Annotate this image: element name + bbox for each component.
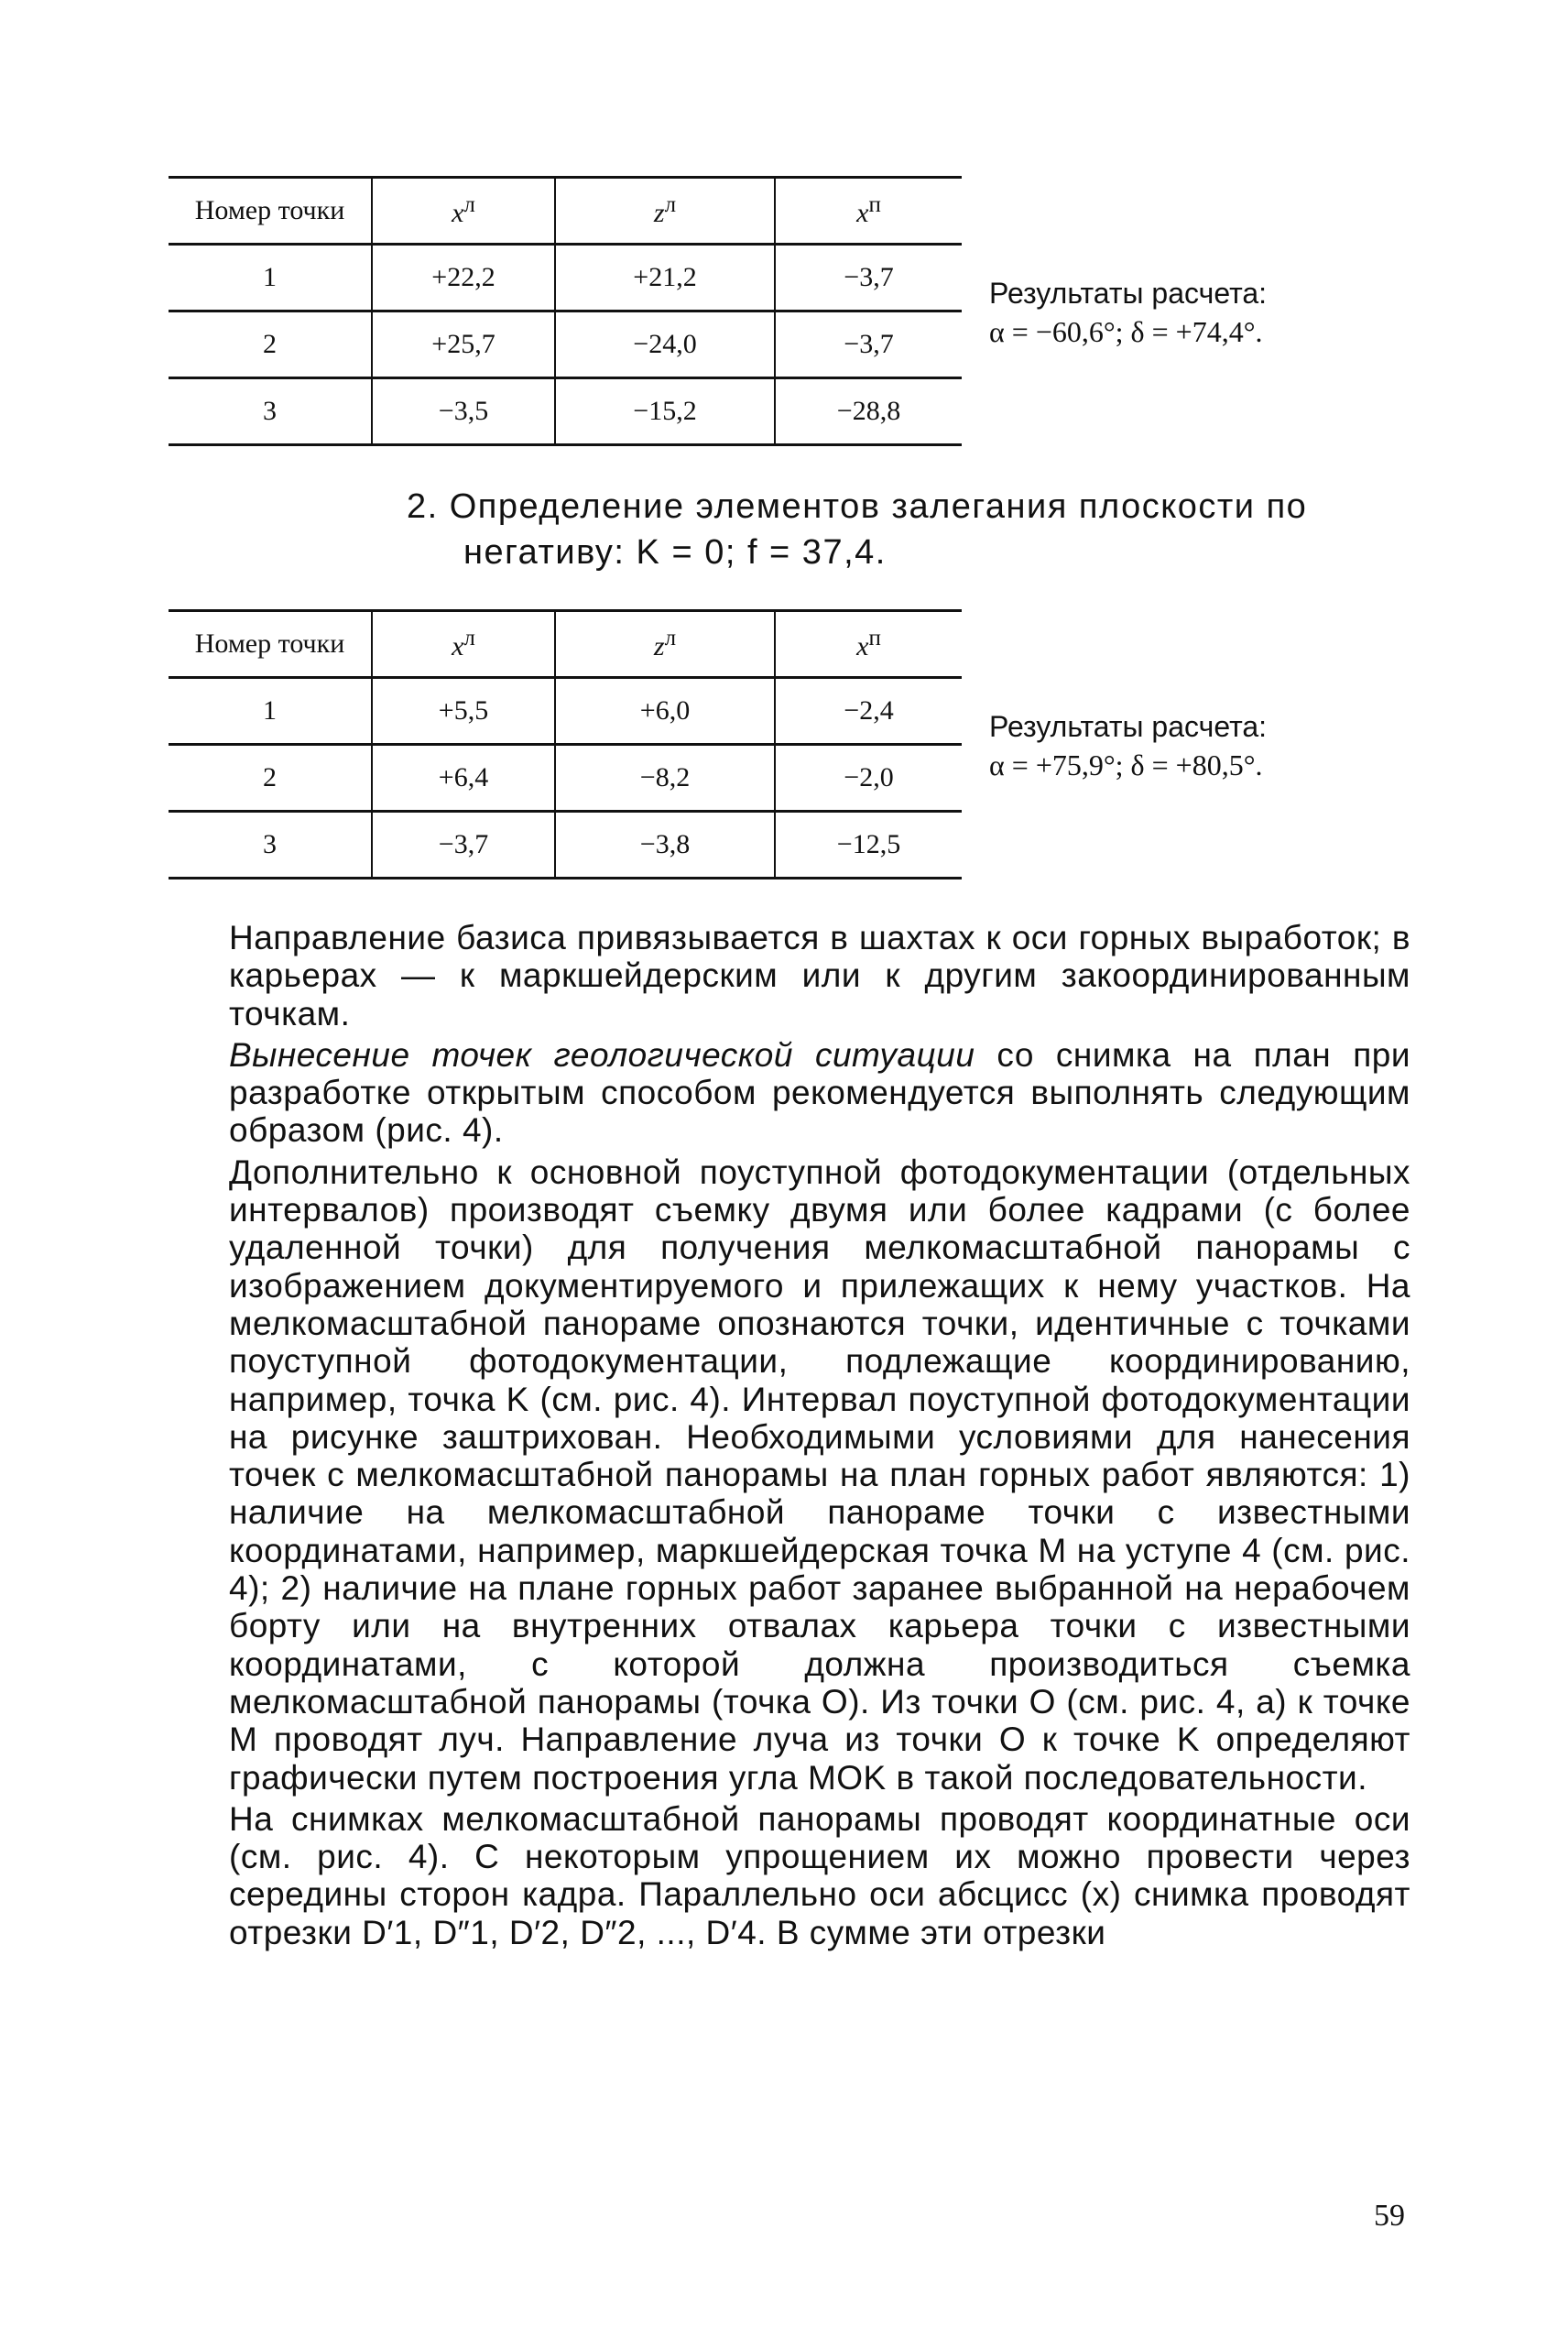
results-block-1 xyxy=(989,274,1267,351)
table-header-row xyxy=(169,178,962,245)
header-z-left: $z^л$ xyxy=(555,611,775,678)
results-label: Результаты расчета: xyxy=(989,277,1268,310)
emphasis-term: Вынесение точек геологической ситуации xyxy=(229,1035,975,1074)
table-block-1 xyxy=(169,176,1451,446)
table-cell: +6,4 xyxy=(372,745,555,812)
table-cell: −3,7 xyxy=(775,311,962,378)
table-cell: −24,0 xyxy=(555,311,775,378)
header-z-left: $z^л$ xyxy=(555,178,775,245)
table-cell: −2,4 xyxy=(775,678,962,745)
header-point-number: Номер точки xyxy=(169,178,372,245)
item2-line2: негативу: K = 0; f = 37,4. xyxy=(463,533,887,572)
table-cell: −2,0 xyxy=(775,745,962,812)
header-x-left: $x^л$ xyxy=(372,178,555,245)
header-x-parallax: $x^п$ xyxy=(775,611,962,678)
table-cell: 1 xyxy=(169,245,372,311)
table-cell: −8,2 xyxy=(555,745,775,812)
item2-line1: 2. Определение элементов залегания плоскости по xyxy=(407,487,1308,526)
header-x-parallax: $x^п$ xyxy=(775,178,962,245)
coordinates-table-2 xyxy=(169,609,962,879)
table-row xyxy=(169,245,962,311)
table-row xyxy=(169,311,962,378)
paragraph-panorama-survey: Дополнительно к основной поуступной фотодокументации (отдельных интервалов) производят съемку двумя или более кадрами (с более удаленной точки) для получения мелкомасштабной панорамы с изображением документируемого и прилежащих к нему участков. На мелкомасштабной панораме опознаются точки, идентичные с точками поуступной фотодокументации, подлежащие координированию, например, точка K (см. рис. 4). Интервал поуступной фотодокументации на рисунке заштрихован. Необходимыми условиями для нанесения точек с мелкомасштабной панорамы на план горных работ являются: 1) наличие на мелкомасштабной панораме точки с известными координатами, например, маркшейдерская точка M на уступе 4 (см. рис. 4); 2) наличие на плане горных работ заранее выбранной на нерабочем борту или на внутренних отвалах карьера точки с известными координатами, с которой должна производиться съемка мелкомасштабной панорамы (точка О). Из точки О (см. рис. 4, a) к точке M проводят луч. Направление луча из точки О к точке K определяют графически путем построения угла MOK в такой последовательности. xyxy=(229,1153,1410,1797)
table-cell: 1 xyxy=(169,678,372,745)
paragraph-geological-points: Вынесение точек геологической ситуации со снимка на план при разработке открытым способом рекомендуется выполнять следующим образом (рис. 4). xyxy=(229,1035,1410,1150)
table-cell: 3 xyxy=(169,378,372,445)
table-row xyxy=(169,678,962,745)
table-cell: +6,0 xyxy=(555,678,775,745)
table-cell: −3,8 xyxy=(555,812,775,879)
results-formula: α = −60,6°; δ = +74,4°. xyxy=(989,315,1263,348)
coordinates-table-1 xyxy=(169,176,962,446)
body-text xyxy=(229,919,1410,1951)
results-label: Результаты расчета: xyxy=(989,710,1268,743)
table-cell: +25,7 xyxy=(372,311,555,378)
results-block-2 xyxy=(989,707,1267,784)
table-cell: −3,7 xyxy=(372,812,555,879)
table-row xyxy=(169,378,962,445)
table-cell: −12,5 xyxy=(775,812,962,879)
header-point-number: Номер точки xyxy=(169,611,372,678)
table-row xyxy=(169,745,962,812)
table-cell: −28,8 xyxy=(775,378,962,445)
table-row xyxy=(169,812,962,879)
paragraph-basis-direction: Направление базиса привязывается в шахтах к оси горных выработок; в карьерах — к маркшейдерским или к другим закоординированным точкам. xyxy=(229,919,1410,1032)
header-x-left: $x^л$ xyxy=(372,611,555,678)
table-block-2 xyxy=(169,609,1451,879)
table-cell: 2 xyxy=(169,745,372,812)
table-cell: −3,7 xyxy=(775,245,962,311)
table-cell: −3,5 xyxy=(372,378,555,445)
paragraph-coordinate-axes: На снимках мелкомасштабной панорамы проводят координатные оси (см. рис. 4). С некоторым упрощением их можно провести через середины сторон кадра. Параллельно оси абсцисс (x) снимка проводят отрезки D′1, D″1, D′2, D″2, ..., D′4. В сумме эти отрезки xyxy=(229,1799,1410,1951)
table-cell: 2 xyxy=(169,311,372,378)
table-cell: +21,2 xyxy=(555,245,775,311)
table-cell: 3 xyxy=(169,812,372,879)
section-item-2 xyxy=(407,484,1414,575)
table-header-row xyxy=(169,611,962,678)
table-cell: −15,2 xyxy=(555,378,775,445)
results-formula: α = +75,9°; δ = +80,5°. xyxy=(989,748,1263,781)
page-number: 59 xyxy=(1374,2199,1405,2233)
table-cell: +5,5 xyxy=(372,678,555,745)
table-cell: +22,2 xyxy=(372,245,555,311)
